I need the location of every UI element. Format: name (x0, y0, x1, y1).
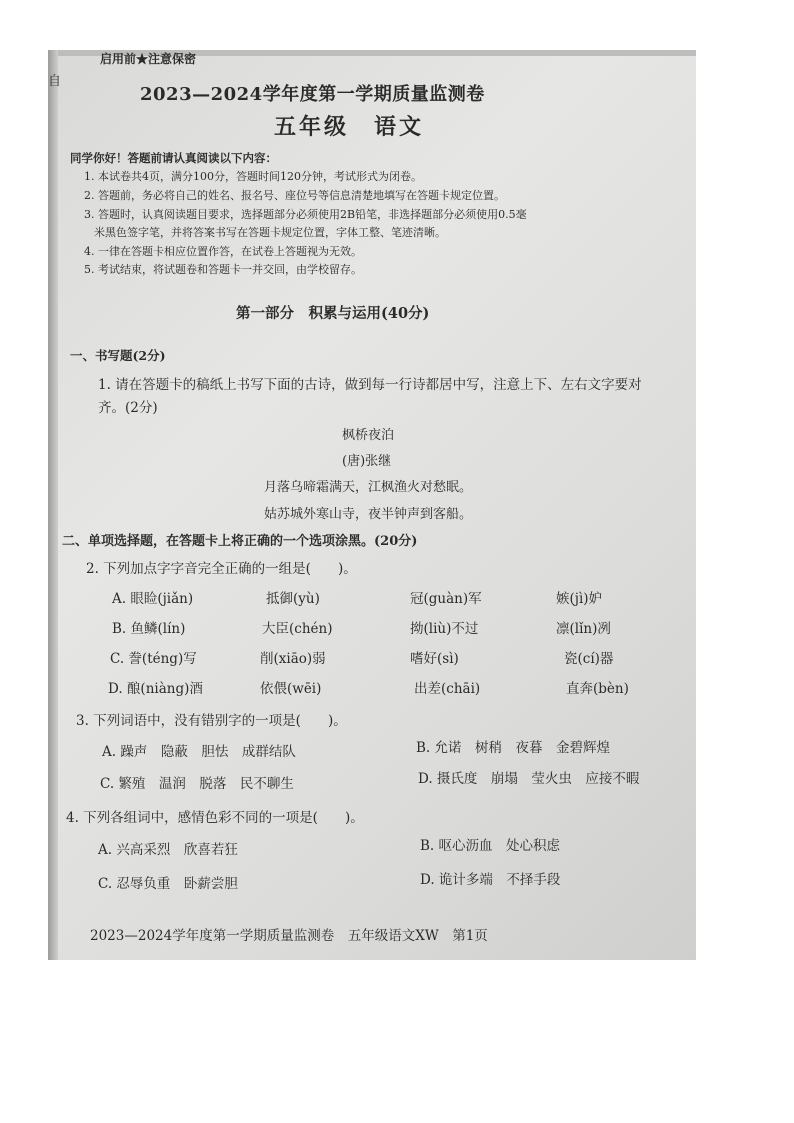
question-4-stem: 4. 下列各组词中，感情色彩不同的一项是( )。 (66, 810, 364, 826)
q2-option: C. 誊(téng)写 (110, 651, 197, 667)
instruction-item: 1. 本试卷共4页，满分100分，答题时间120分钟，考试形式为闭卷。 (84, 170, 422, 183)
q2-option: 大臣(chén) (262, 621, 333, 637)
q2-option: 抵御(yù) (266, 591, 320, 607)
q2-option: 依偎(wēi) (260, 681, 322, 697)
q4-option: D. 诡计多端 不择手段 (420, 872, 561, 888)
q2-option: 瓷(cí)器 (564, 651, 614, 667)
poem-line: 月落乌啼霜满天，江枫渔火对愁眠。 (264, 480, 473, 495)
q3-option: C. 繁殖 温润 脱落 民不聊生 (100, 776, 294, 792)
q2-option: B. 鱼鳞(lín) (112, 621, 186, 637)
confidential-label: 启用前★注意保密 (100, 52, 197, 66)
instruction-item: 2. 答题前，务必将自己的姓名、报名号、座位号等信息清楚地填写在答题卡规定位置。 (84, 189, 505, 202)
instruction-item: 5. 考试结束，将试题卷和答题卡一并交回，由学校留存。 (84, 263, 362, 276)
instruction-item: 4. 一律在答题卡相应位置作答，在试卷上答题视为无效。 (84, 245, 362, 258)
q2-option: 直奔(bèn) (566, 681, 629, 697)
q2-option: 嫉(jì)妒 (556, 591, 603, 607)
paper-edge-left (48, 50, 58, 960)
question-3-stem: 3. 下列词语中，没有错别字的一项是( )。 (76, 713, 347, 729)
poem-line: 姑苏城外寒山寺，夜半钟声到客船。 (264, 507, 473, 522)
q2-option: 削(xiāo)弱 (260, 651, 326, 667)
grade-subject: 五年级 语文 (274, 114, 425, 140)
q2-option: 凛(lǐn)冽 (556, 621, 611, 637)
instruction-item: 米黑色签字笔，并将答案书写在答题卡规定位置，字体工整、笔迹清晰。 (94, 226, 446, 239)
q2-option: A. 眼睑(jiǎn) (112, 591, 194, 607)
q3-option: A. 躁声 隐蔽 胆怯 成群结队 (102, 744, 296, 760)
edge-mark: 自 (48, 74, 62, 89)
q4-option: A. 兴高采烈 欣喜若狂 (98, 842, 238, 858)
q3-option: B. 允诺 树稍 夜暮 金碧辉煌 (416, 740, 611, 756)
section-heading: 二、单项选择题，在答题卡上将正确的一个选项涂黑。(20分) (62, 534, 418, 549)
poem-author: (唐)张继 (342, 454, 392, 469)
question-1-line1: 1. 请在答题卡的稿纸上书写下面的古诗，做到每一行诗都居中写，注意上下、左右文字要对 (98, 377, 642, 393)
q2-option: 拗(liù)不过 (410, 621, 479, 637)
q2-option: 嗜好(sì) (410, 651, 459, 667)
instructions-greeting: 同学你好！答题前请认真阅读以下内容： (70, 151, 277, 165)
q4-option: B. 呕心沥血 处心积虑 (420, 838, 561, 854)
part-heading: 第一部分 积累与运用(40分) (236, 305, 430, 322)
page-footer: 2023—2024学年度第一学期质量监测卷 五年级语文XW 第1页 (90, 928, 488, 944)
edge-mark (48, 92, 61, 111)
q3-option: D. 摄氏度 崩塌 莹火虫 应接不暇 (418, 771, 640, 787)
question-2-stem: 2. 下列加点字字音完全正确的一组是( )。 (86, 561, 357, 577)
exam-paper-photo (48, 50, 696, 960)
question-1-line2: 齐。(2分) (98, 400, 158, 416)
section-heading: 一、书写题(2分) (70, 348, 166, 363)
poem-title: 枫桥夜泊 (342, 428, 395, 443)
q2-option: 冠(guàn)军 (410, 591, 482, 607)
q2-option: D. 酿(niàng)酒 (108, 681, 203, 697)
q4-option: C. 忍辱负重 卧薪尝胆 (98, 876, 238, 892)
exam-title: 2023—2024学年度第一学期质量监测卷 (140, 84, 485, 105)
q2-option: 出差(chāi) (414, 681, 481, 697)
instruction-item: 3. 答题时，认真阅读题目要求，选择题部分必须使用2B铅笔，非选择题部分必须使用0.5毫 (84, 208, 527, 221)
